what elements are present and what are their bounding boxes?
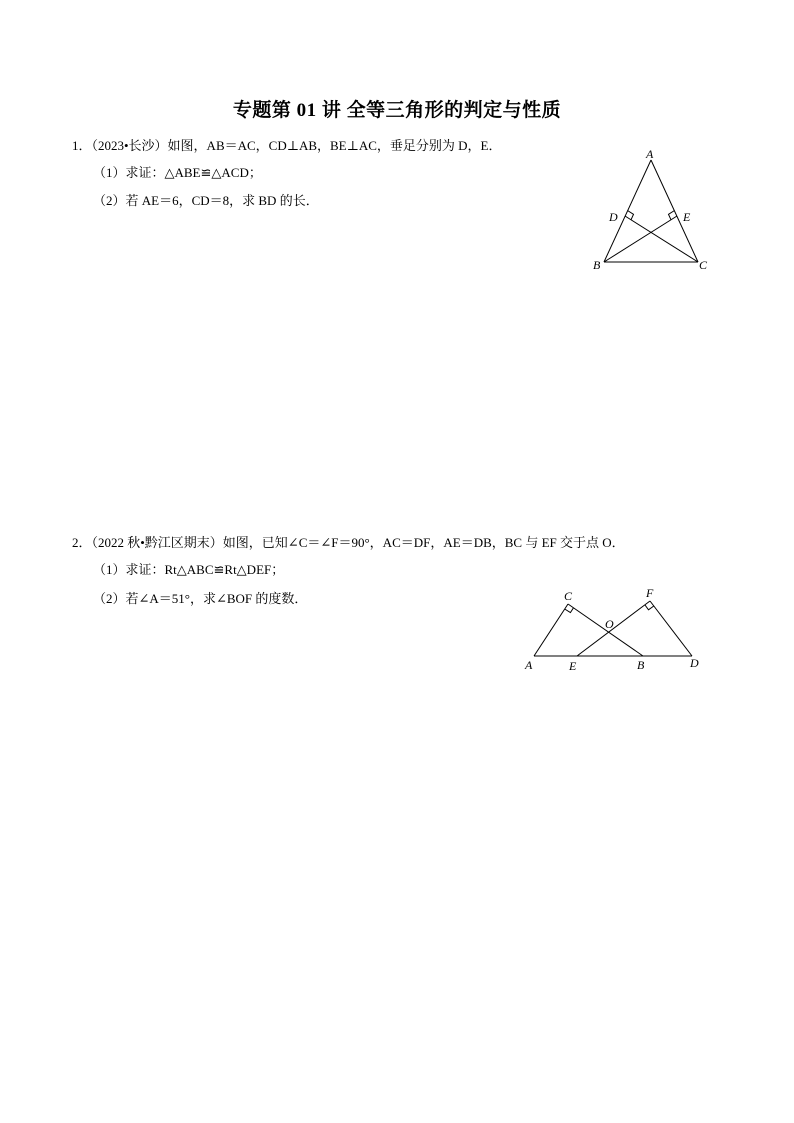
problem-2-part-1: （1）求证：Rt△ABC≌Rt△DEF； [93,562,285,577]
problem-1-stem: 1．（2023•长沙）如图，AB＝AC，CD⊥AB，BE⊥AC，垂足分别为 D，E． [72,138,502,153]
label-a: A [646,147,654,161]
problem-2-stem: 2．（2022 秋•黔江区期末）如图，已知∠C＝∠F＝90°，AC＝DF，AE＝DB，BC 与 EF 交于点 O． [72,535,625,550]
label-o: O [605,617,614,631]
label-a: A [525,658,533,672]
label-e: E [569,659,577,673]
label-d: D [609,210,618,224]
label-f: F [646,586,654,600]
problem-1-part-1: （1）求证：△ABE≌△ACD； [93,165,262,180]
label-b: B [593,258,601,272]
label-e: E [683,210,691,224]
problem-1-figure [580,145,730,275]
segment-ac [534,604,568,656]
label-d: D [690,656,699,670]
page-title: 专题第 01 讲 全等三角形的判定与性质 [232,100,562,121]
label-b: B [637,658,645,672]
right-angle-mark-f [645,605,654,610]
problem-1-part-2: （2）若 AE＝6，CD＝8，求 BD 的长． [93,193,319,208]
problem-2-figure [515,580,715,680]
label-c: C [564,589,573,603]
right-angle-mark-c [565,608,574,613]
problem-2-part-2: （2）若∠A＝51°，求∠BOF 的度数． [93,591,308,606]
segment-fd [650,601,692,656]
label-c: C [699,258,708,272]
